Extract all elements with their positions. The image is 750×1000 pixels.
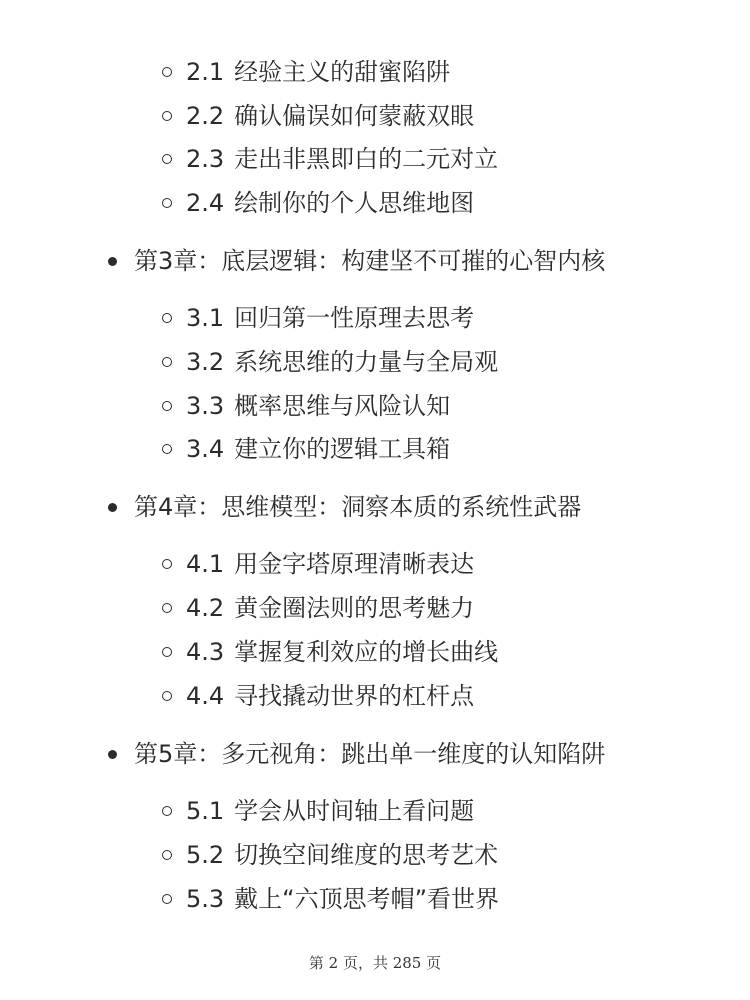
section-number: 2.1 (186, 58, 225, 86)
toc-section-item[interactable] (162, 680, 474, 712)
toc-section-item[interactable] (162, 839, 498, 871)
section-number: 3.1 (186, 304, 225, 332)
section-number: 4.1 (186, 550, 225, 578)
hollow-bullet-icon (162, 111, 172, 121)
section-title: 切换空间维度的思考艺术 (234, 841, 499, 869)
toc-chapter-item[interactable] (108, 245, 605, 277)
hollow-bullet-icon (162, 647, 172, 657)
section-title: 黄金圈法则的思考魅力 (234, 594, 475, 622)
hollow-bullet-icon (162, 691, 172, 701)
page-footer (0, 952, 750, 973)
hollow-bullet-icon (162, 357, 172, 367)
section-title: 走出非黑即白的二元对立 (234, 145, 499, 173)
hollow-bullet-icon (162, 850, 172, 860)
section-number: 5.1 (186, 797, 225, 825)
chapter-title: 第4章：思维模型：洞察本质的系统性武器 (134, 493, 582, 521)
section-number: 5.3 (186, 885, 225, 913)
toc-section-item[interactable] (162, 187, 474, 219)
toc-section-item[interactable] (162, 143, 498, 175)
hollow-bullet-icon (162, 198, 172, 208)
hollow-bullet-icon (162, 806, 172, 816)
toc-section-item[interactable] (162, 302, 474, 334)
section-title: 用金字塔原理清晰表达 (234, 550, 475, 578)
toc-chapter-item[interactable] (108, 491, 581, 523)
toc-section-item[interactable] (162, 592, 474, 624)
section-title: 寻找撬动世界的杠杆点 (234, 682, 475, 710)
section-number: 3.4 (186, 435, 225, 463)
section-number: 3.3 (186, 392, 225, 420)
section-title: 回归第一性原理去思考 (234, 304, 475, 332)
section-title: 经验主义的甜蜜陷阱 (234, 58, 451, 86)
section-title: 确认偏误如何蒙蔽双眼 (234, 102, 475, 130)
hollow-bullet-icon (162, 67, 172, 77)
section-number: 2.4 (186, 189, 225, 217)
section-number: 3.2 (186, 348, 225, 376)
chapter-title: 第5章：多元视角：跳出单一维度的认知陷阱 (134, 740, 606, 768)
section-number: 2.2 (186, 102, 225, 130)
filled-bullet-icon (108, 257, 117, 266)
section-title: 学会从时间轴上看问题 (234, 797, 475, 825)
toc-section-item[interactable] (162, 548, 474, 580)
filled-bullet-icon (108, 503, 117, 512)
hollow-bullet-icon (162, 444, 172, 454)
toc-section-item[interactable] (162, 56, 450, 88)
hollow-bullet-icon (162, 603, 172, 613)
toc-section-item[interactable] (162, 636, 498, 668)
toc-chapter-item[interactable] (108, 738, 605, 770)
toc-section-item[interactable] (162, 883, 499, 915)
section-number: 2.3 (186, 145, 225, 173)
section-title: 建立你的逻辑工具箱 (234, 435, 451, 463)
toc-section-item[interactable] (162, 346, 498, 378)
section-title: 戴上“六顶思考帽”看世界 (234, 885, 500, 913)
toc-section-item[interactable] (162, 390, 450, 422)
section-number: 4.3 (186, 638, 225, 666)
page-number-label: 第 2 页，共 285 页 (308, 954, 442, 972)
hollow-bullet-icon (162, 154, 172, 164)
section-number: 5.2 (186, 841, 225, 869)
filled-bullet-icon (108, 750, 117, 759)
section-title: 系统思维的力量与全局观 (234, 348, 499, 376)
toc-section-item[interactable] (162, 433, 450, 465)
toc-section-item[interactable] (162, 795, 474, 827)
section-number: 4.4 (186, 682, 225, 710)
section-title: 概率思维与风险认知 (234, 392, 451, 420)
section-title: 绘制你的个人思维地图 (234, 189, 475, 217)
chapter-title: 第3章：底层逻辑：构建坚不可摧的心智内核 (134, 247, 606, 275)
toc-section-item[interactable] (162, 100, 474, 132)
hollow-bullet-icon (162, 401, 172, 411)
section-number: 4.2 (186, 594, 225, 622)
hollow-bullet-icon (162, 559, 172, 569)
hollow-bullet-icon (162, 894, 172, 904)
section-title: 掌握复利效应的增长曲线 (234, 638, 499, 666)
hollow-bullet-icon (162, 313, 172, 323)
